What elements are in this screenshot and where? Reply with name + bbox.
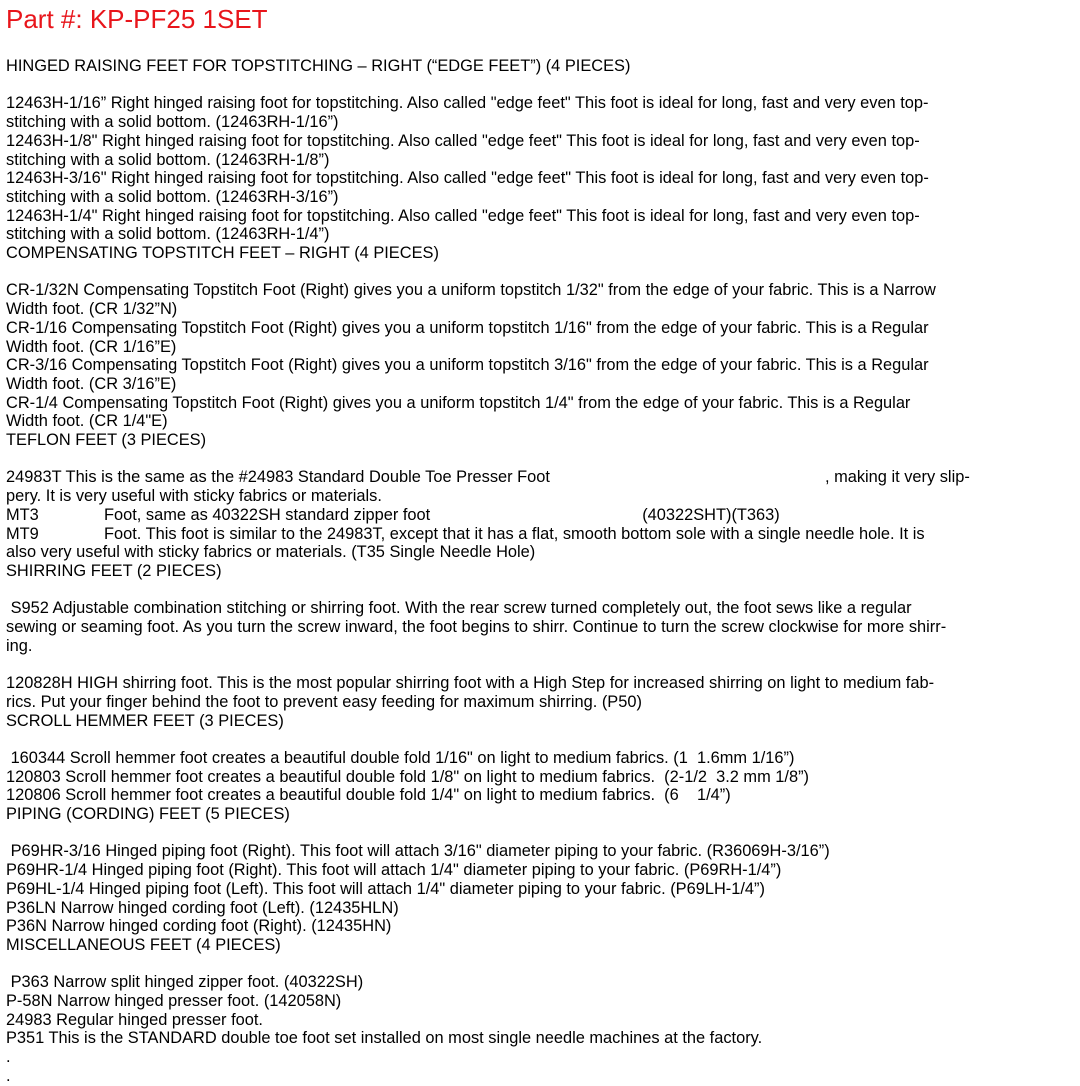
text-line: . xyxy=(6,1066,11,1085)
text-line: 12463H-1/4" Right hinged raising foot for topstitching. Also called "edge feet" This foot is ideal for long, fast and very even top- xyxy=(6,206,920,225)
text-block-1 xyxy=(6,57,1074,468)
text-line: 120803 Scroll hemmer foot creates a beautiful double fold 1/8" on light to medium fabrics. (2-1/2 3.2 mm 1/8”) xyxy=(6,767,809,786)
text-line: stitching with a solid bottom. (12463RH-3/16”) xyxy=(6,187,339,206)
text-line: Width foot. (CR 3/16”E) xyxy=(6,374,177,393)
blank-line xyxy=(6,730,1074,749)
text-line: TEFLON FEET (3 PIECES) xyxy=(6,431,207,450)
text-line: SCROLL HEMMER FEET (3 PIECES) xyxy=(6,711,284,730)
text-line: 12463H-1/16” Right hinged raising foot for topstitching. Also called "edge feet" This foot is ideal for long, fast and very even top- xyxy=(6,94,929,113)
teflon-mt9-line-2: also very useful with sticky fabrics or materials. (T35 Single Needle Hole) xyxy=(6,543,536,562)
text-block-2 xyxy=(6,562,1074,1086)
text-line: stitching with a solid bottom. (12463RH-1/4”) xyxy=(6,225,330,244)
text-line: Width foot. (CR 1/32”N) xyxy=(6,300,178,319)
text-line: P351 This is the STANDARD double toe foot set installed on most single needle machines at the factory. xyxy=(6,1029,763,1048)
blank-line xyxy=(6,824,1074,843)
part-number-title: Part #: KP-PF25 1SET xyxy=(6,4,268,34)
text-line: P69HL-1/4 Hinged piping foot (Left). This foot will attach 1/4" diameter piping to your fabric. (P69LH-1/4”) xyxy=(6,879,765,898)
blank-line xyxy=(6,955,1074,974)
blank-line xyxy=(6,450,1074,469)
text-line: P36LN Narrow hinged cording foot (Left). (12435HLN) xyxy=(6,898,399,917)
text-line: COMPENSATING TOPSTITCH FEET – RIGHT (4 PIECES) xyxy=(6,244,439,263)
teflon-line-1 xyxy=(6,468,1074,487)
mt3-code: MT3 xyxy=(6,505,39,524)
text-line: . xyxy=(6,1048,11,1067)
text-line: 120828H HIGH shirring foot. This is the most popular shirring foot with a High Step for increased shirring on light to medium fab- xyxy=(6,674,935,693)
teflon-line-2: pery. It is very useful with sticky fabrics or materials. xyxy=(6,487,382,506)
text-line: Width foot. (CR 1/4"E) xyxy=(6,412,168,431)
text-line: HINGED RAISING FEET FOR TOPSTITCHING – RIGHT (“EDGE FEET”) (4 PIECES) xyxy=(6,57,631,75)
document-body xyxy=(6,57,1074,1086)
text-line: stitching with a solid bottom. (12463RH-1/8”) xyxy=(6,150,330,169)
text-line: P363 Narrow split hinged zipper foot. (40322SH) xyxy=(6,973,364,992)
mt3-text: Foot, same as 40322SH standard zipper foot xyxy=(104,505,431,524)
text-line: Width foot. (CR 1/16”E) xyxy=(6,337,177,356)
teflon-mt9-line xyxy=(6,525,1074,544)
mt9-code: MT9 xyxy=(6,524,39,543)
text-line: S952 Adjustable combination stitching or shirring foot. With the rear screw turned completely out, the foot sews like a regular xyxy=(6,599,912,618)
text-line: ing. xyxy=(6,636,33,655)
text-line: 120806 Scroll hemmer foot creates a beautiful double fold 1/4" on light to medium fabrics. (6 1/4”) xyxy=(6,786,731,805)
mt3-ref: (40322SHT)(T363) xyxy=(642,505,780,524)
blank-line xyxy=(6,76,1074,95)
blank-line xyxy=(6,263,1074,282)
teflon-24983t-text: 24983T This is the same as the #24983 Standard Double Toe Presser Foot xyxy=(6,468,550,487)
text-line: stitching with a solid bottom. (12463RH-1/16”) xyxy=(6,113,339,132)
text-line: sewing or seaming foot. As you turn the screw inward, the foot begins to shirr. Continue to turn the screw clockwise for more shirr- xyxy=(6,618,947,637)
text-line: CR-1/16 Compensating Topstitch Foot (Right) gives you a uniform topstitch 1/16" from the edge of your fabric. This is a Regular xyxy=(6,318,929,337)
text-line: 12463H-3/16" Right hinged raising foot for topstitching. Also called "edge feet" This foot is ideal for long, fast and very even top- xyxy=(6,169,929,188)
blank-line xyxy=(6,655,1074,674)
text-line: 12463H-1/8" Right hinged raising foot for topstitching. Also called "edge feet" This foot is ideal for long, fast and very even top- xyxy=(6,131,920,150)
teflon-mt3-line xyxy=(6,506,1074,525)
text-line: P69HR-3/16 Hinged piping foot (Right). This foot will attach 3/16" diameter piping to your fabric. (R36069H-3/16”) xyxy=(6,842,830,861)
teflon-24983t-tail: , making it very slip- xyxy=(824,468,970,487)
mt9-text: Foot. This foot is similar to the 24983T, except that it has a flat, smooth bottom sole with a single needle hole. It is xyxy=(104,524,925,543)
text-line: rics. Put your finger behind the foot to prevent easy feeding for maximum shirring. (P50) xyxy=(6,692,642,711)
text-line: SHIRRING FEET (2 PIECES) xyxy=(6,561,222,580)
text-line: 160344 Scroll hemmer foot creates a beautiful double fold 1/16" on light to medium fabrics. (1 1.6mm 1/16”) xyxy=(6,748,795,767)
text-line: P-58N Narrow hinged presser foot. (142058N) xyxy=(6,992,342,1011)
text-line: PIPING (CORDING) FEET (5 PIECES) xyxy=(6,805,290,824)
text-line: P36N Narrow hinged cording foot (Right). (12435HN) xyxy=(6,917,392,936)
text-line: 24983 Regular hinged presser foot. xyxy=(6,1010,263,1029)
text-line: CR-1/32N Compensating Topstitch Foot (Right) gives you a uniform topstitch 1/32" from the edge of your fabric. This is a Narrow xyxy=(6,281,936,300)
text-line: MISCELLANEOUS FEET (4 PIECES) xyxy=(6,935,281,954)
blank-line xyxy=(6,581,1074,600)
text-line: P69HR-1/4 Hinged piping foot (Right). This foot will attach 1/4" diameter piping to your fabric. (P69RH-1/4”) xyxy=(6,861,782,880)
text-line: CR-3/16 Compensating Topstitch Foot (Right) gives you a uniform topstitch 3/16" from the edge of your fabric. This is a Regular xyxy=(6,356,929,375)
text-line: CR-1/4 Compensating Topstitch Foot (Right) gives you a uniform topstitch 1/4" from the edge of your fabric. This is a Regular xyxy=(6,393,911,412)
